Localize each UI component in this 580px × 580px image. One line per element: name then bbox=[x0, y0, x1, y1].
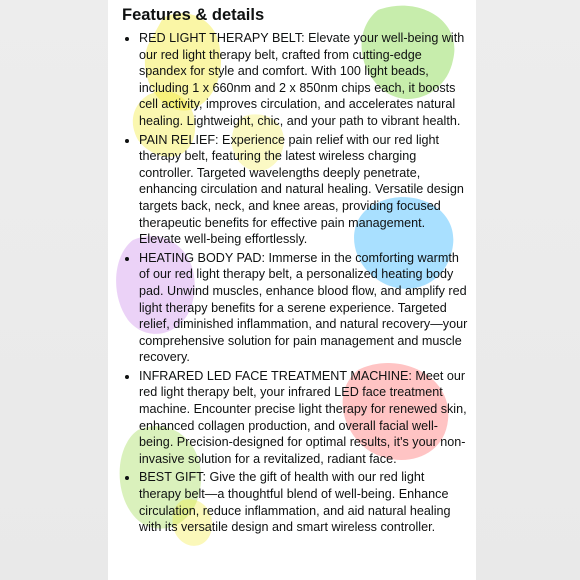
features-heading: Features & details bbox=[122, 6, 265, 24]
features-list bbox=[122, 30, 468, 536]
features-content bbox=[108, 4, 476, 536]
feature-item-infrared-led-face-treatment: • INFRARED LED FACE TREATMENT MACHINE: Meet our red light therapy belt, your infrared LED face treatment machine. Encounter precise light therapy for renewed skin, enhanced collagen production, and overall facial well-being. Precision-designed for optimal results, it's your non-invasive solution for a revitalized, radiant face. bbox=[139, 368, 468, 468]
feature-item-pain-relief: • PAIN RELIEF: Experience pain relief with our red light therapy belt, featuring the latest wireless charging controller. Targeted wavelengths deeply penetrate, enhancing circulation and natural healing. Versatile design targets back, neck, and knee areas, providing focused therapeutic benefits for effective pain management. Elevate well-being effortlessly. bbox=[139, 132, 468, 248]
right-margin bbox=[476, 0, 580, 580]
feature-item-red-light-therapy-belt: • RED LIGHT THERAPY BELT: Elevate your well-being with our red light therapy belt, crafted from cutting-edge spandex for style and comfort. With 100 light beads, including 1 x 660nm and 2 x 850nm chips each, it boosts cell activity, improves circulation, and accelerates natural healing. Lightweight, chic, and your path to vibrant health. bbox=[139, 30, 468, 130]
feature-item-heating-body-pad: • HEATING BODY PAD: Immerse in the comforting warmth of our red light therapy belt, a personalized heating body pad. Unwind muscles, enhance blood flow, and amplify red light therapy benefits for a serene experience. Targeted relief, diminished inflammation, and natural recovery—your comprehensive solution for pain management and muscle recovery. bbox=[139, 250, 468, 366]
left-margin bbox=[0, 0, 108, 580]
feature-item-best-gift: • BEST GIFT: Give the gift of health with our red light therapy belt—a thoughtful blend of well-being. Enhance circulation, reduce inflammation, and aid natural healing with its versatile design and smart wireless controller. bbox=[139, 469, 468, 535]
features-card bbox=[108, 0, 476, 580]
